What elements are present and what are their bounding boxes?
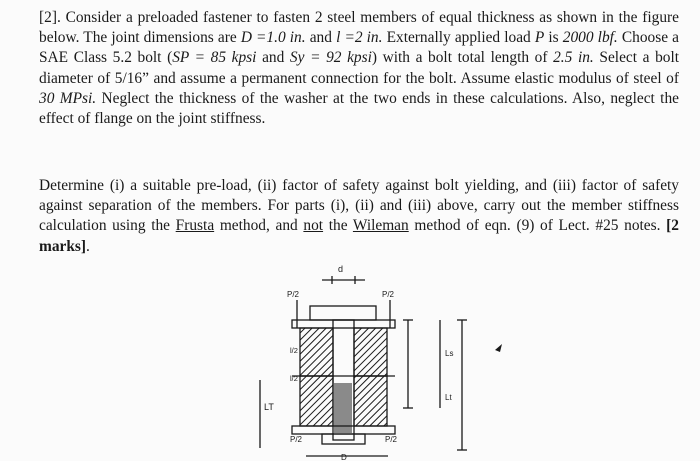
label-p2-bottom-right: P/2 xyxy=(385,435,398,444)
label-lt: LT xyxy=(264,402,274,412)
top-flange xyxy=(292,320,395,328)
bolt-head xyxy=(310,306,376,320)
elastic-modulus: 30 MPsi. xyxy=(39,89,97,107)
text: Choose a SAE Class 5.2 bolt ( xyxy=(39,29,680,67)
text: method of eqn. (9) of Lect. #25 notes. xyxy=(408,217,667,235)
text: Neglect the thickness of the washer at the two ends in these calculations. Also, neglect the effect of flange on the joint stiffness. xyxy=(39,89,679,128)
label-D: D xyxy=(341,453,347,461)
member-1-left xyxy=(300,328,333,376)
problem-statement xyxy=(39,8,679,129)
problem-number: [2]. xyxy=(39,9,61,26)
text: Determine (i) a suitable pre-load, (ii) factor of safety against bolt yielding, and (iii) factor of safety against separation of the members. For parts (i), (ii) and (iii) above, carry out the member stiffness calculation using the xyxy=(39,177,679,235)
text: Externally applied load xyxy=(382,29,535,47)
text: and xyxy=(305,29,337,47)
nut xyxy=(322,434,365,444)
proof-strength: SP = 85 kpsi xyxy=(172,49,257,67)
label-ls: Ls xyxy=(445,349,454,358)
load-P: P xyxy=(534,29,545,47)
text: ) with a bolt total length of xyxy=(371,49,554,67)
label-l2-upper: l/2 xyxy=(290,346,298,355)
cursor-arrow-icon xyxy=(495,344,502,352)
text: is xyxy=(544,29,563,47)
bolted-joint-figure xyxy=(240,258,540,461)
member-2-right xyxy=(354,376,387,426)
not-emphasis: not xyxy=(303,217,324,235)
text: . xyxy=(86,237,90,255)
yield-strength: Sy = 92 kpsi xyxy=(289,49,372,67)
text: and xyxy=(256,49,290,67)
label-d: d xyxy=(338,264,344,274)
label-p2-top-left: P/2 xyxy=(287,290,300,299)
wileman-term: Wileman xyxy=(352,217,409,235)
text: Select a bolt diameter of 5/16” and assume a permanent connection for the bolt. Assume elastic modulus of steel of xyxy=(39,49,680,87)
task-statement xyxy=(39,176,679,257)
label-lt-right: Lt xyxy=(445,393,452,402)
joint-l: l =2 in. xyxy=(336,29,383,47)
text: method, and xyxy=(214,217,304,235)
text: the xyxy=(323,217,353,235)
text: Consider a preloaded fastener to fasten 2 steel members of equal thickness as shown in the figure below. The joint dimensions are xyxy=(39,9,679,47)
frusta-term: Frusta xyxy=(175,217,215,235)
label-l2-lower: l/2 xyxy=(290,374,298,383)
marks: [2 marks] xyxy=(39,217,679,255)
label-p2-top-right: P/2 xyxy=(382,290,395,299)
member-1-right xyxy=(354,328,387,376)
label-p2-bottom-left: P/2 xyxy=(290,435,303,444)
joint-D: D =1.0 in. xyxy=(240,29,306,47)
load-value: 2000 lbf. xyxy=(562,29,618,47)
bolt-length: 2.5 in. xyxy=(553,49,594,67)
member-2-left xyxy=(300,376,333,426)
